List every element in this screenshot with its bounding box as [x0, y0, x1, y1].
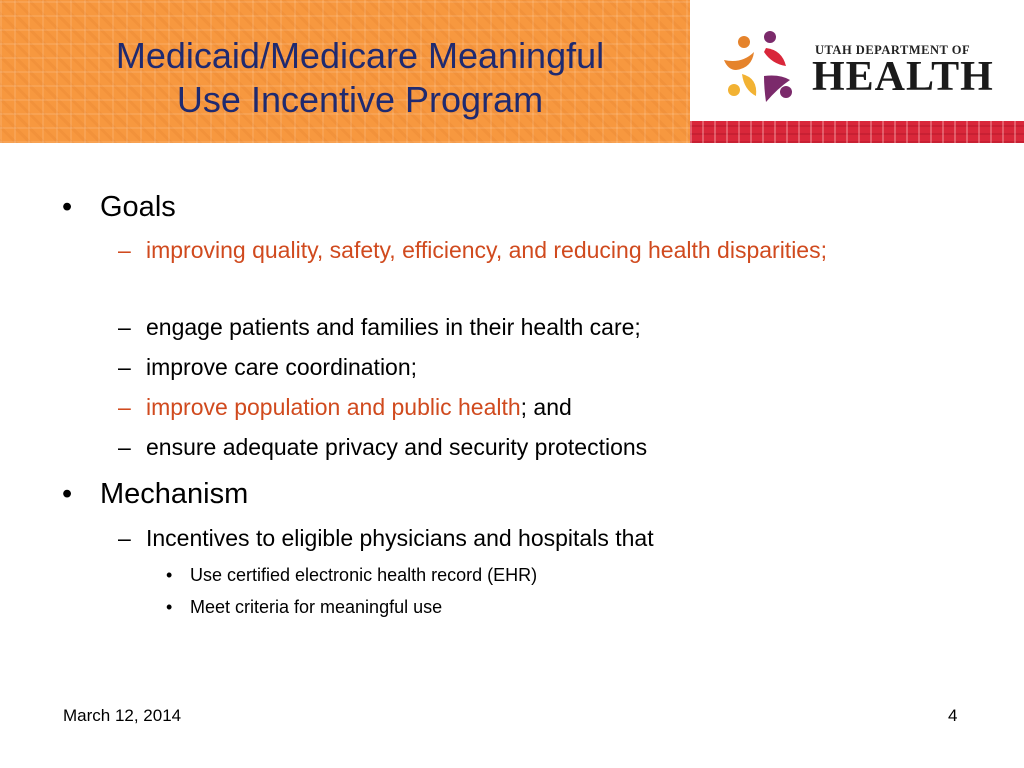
logo-wordmark: HEALTH: [812, 54, 994, 100]
goal-item-5: ensure adequate privacy and security protections: [146, 434, 648, 460]
bullet-dot: •: [62, 191, 73, 223]
dash-marker: –: [118, 354, 131, 380]
dash-marker: –: [118, 314, 131, 340]
mechanism-subitem-2: Meet criteria for meaningful use: [190, 597, 443, 617]
mechanism-item-1: Incentives to eligible physicians and hospitals that: [146, 525, 654, 551]
footer-date: March 12, 2014: [63, 706, 182, 725]
goal-item-4-suffix: ; and: [520, 394, 572, 420]
goal-item-2: engage patients and families in their health care;: [146, 314, 641, 340]
sub-bullet-dot: •: [166, 597, 173, 617]
mechanism-subitem-1: Use certified electronic health record (EHR): [190, 565, 538, 585]
goal-item-3: improve care coordination;: [146, 354, 418, 380]
title-line-2: Use Incentive Program: [176, 79, 544, 120]
title-line-1: Medicaid/Medicare Meaningful: [115, 35, 605, 76]
page-number: 4: [948, 706, 958, 725]
dash-marker: –: [118, 394, 131, 420]
dash-marker: –: [118, 525, 131, 551]
bullet-dot: •: [62, 478, 73, 510]
dash-marker: –: [118, 434, 131, 460]
goal-item-4: [146, 390, 876, 425]
dash-marker: –: [118, 237, 131, 263]
bullet-goals: Goals: [100, 191, 176, 223]
goal-item-1: improving quality, safety, efficiency, and reducing health disparities;: [146, 237, 827, 263]
bullet-mechanism: Mechanism: [100, 478, 249, 510]
logo-subtitle: UTAH DEPARTMENT OF: [815, 43, 971, 57]
sub-bullet-dot: •: [166, 565, 173, 585]
goal-item-4-highlight: improve population and public health: [146, 394, 521, 420]
